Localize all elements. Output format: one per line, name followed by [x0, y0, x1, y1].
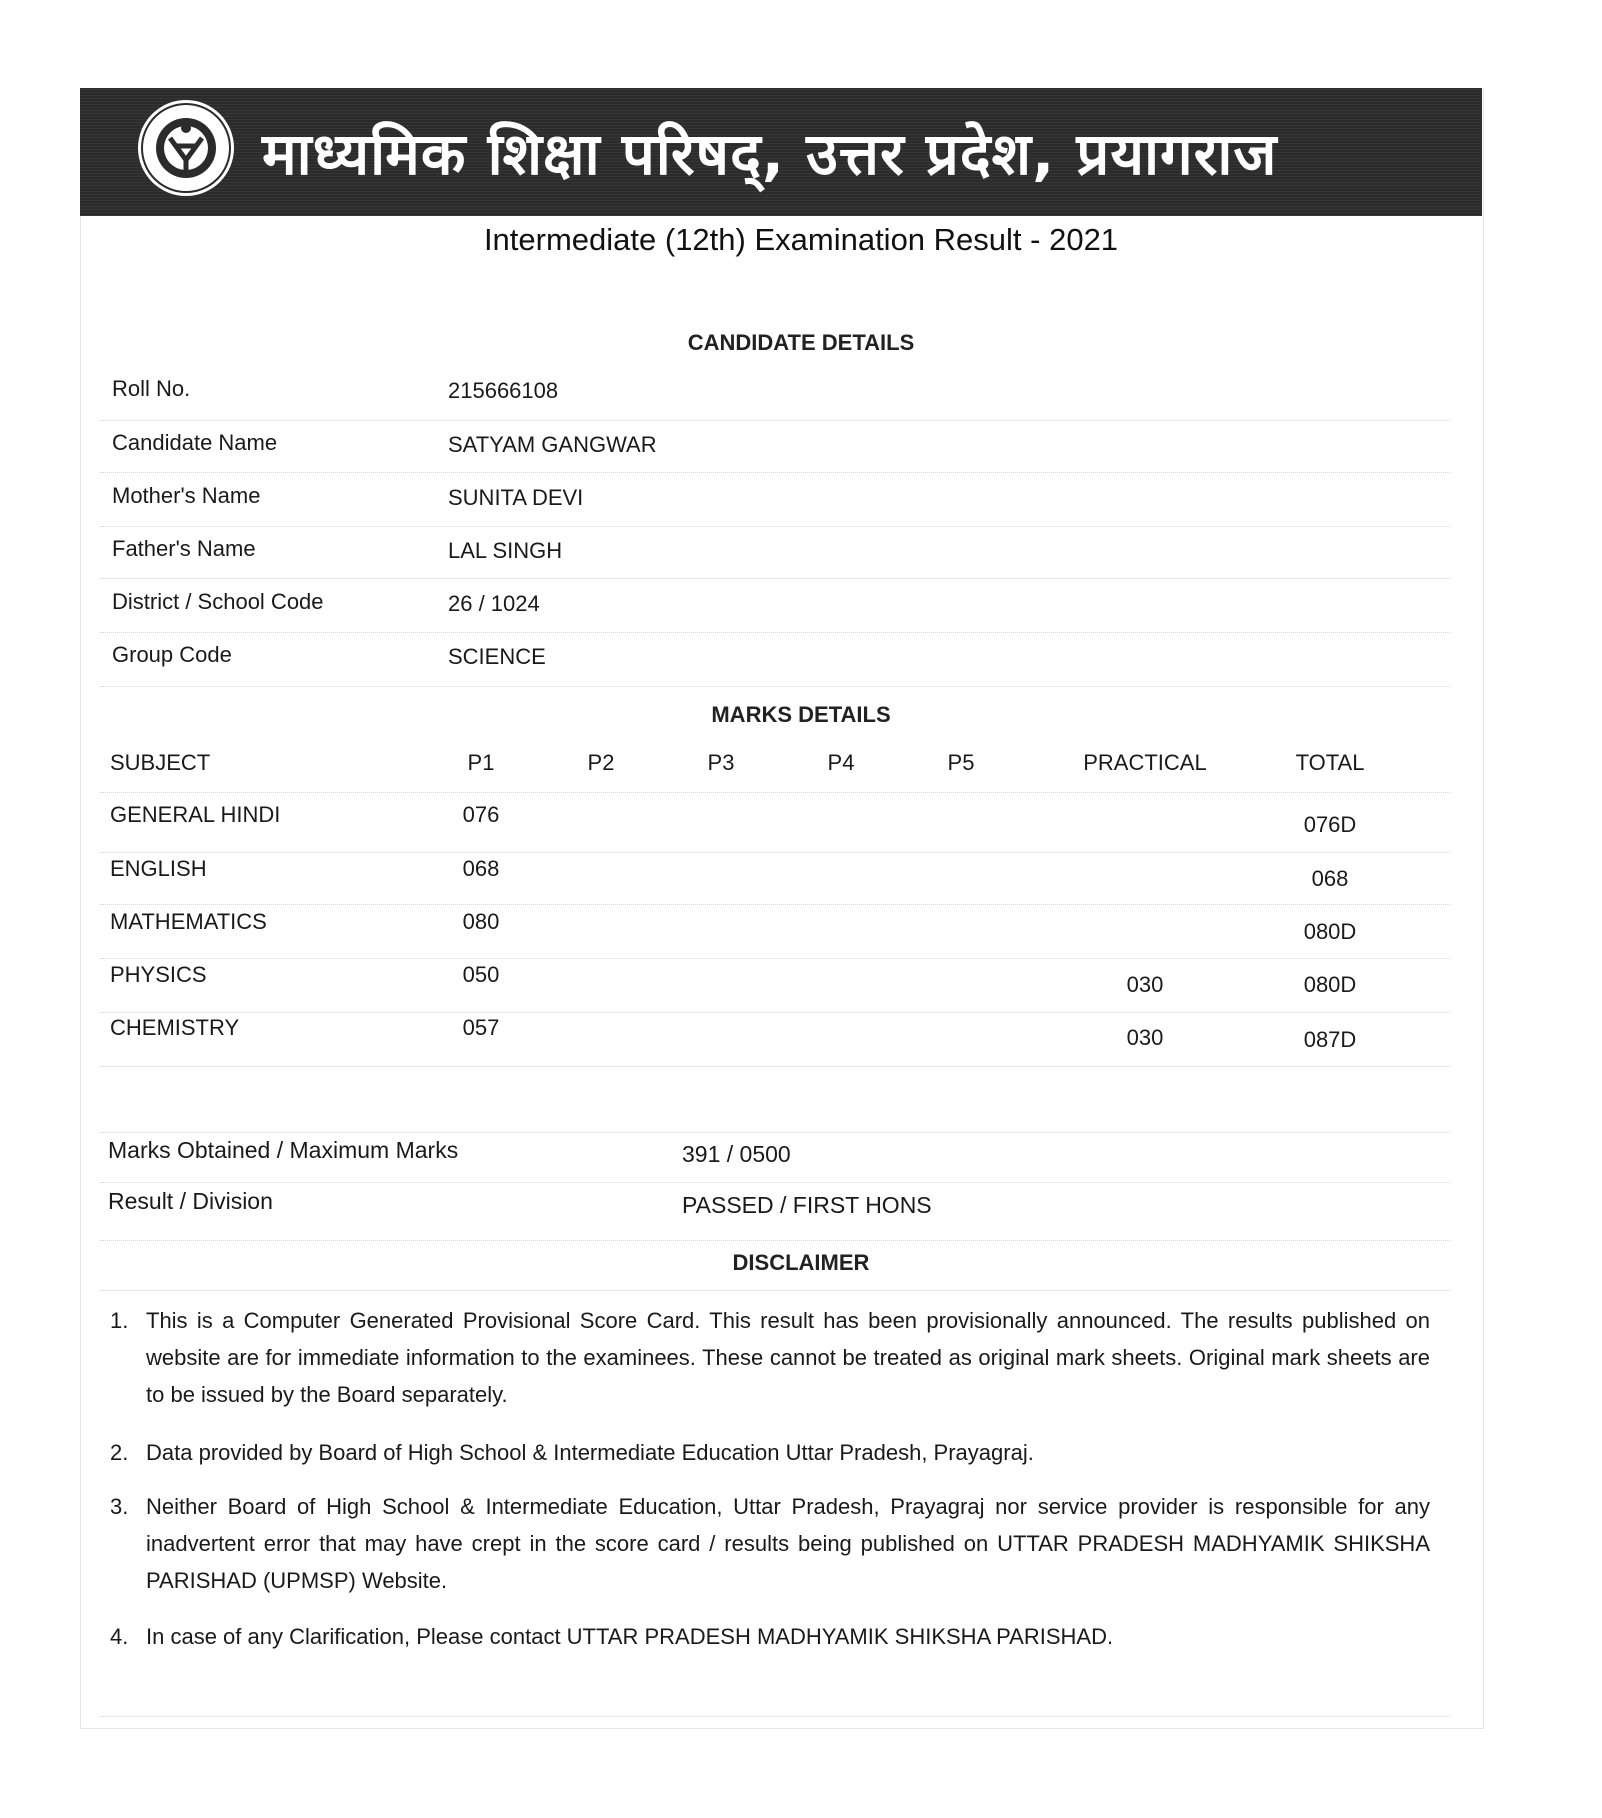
divider	[100, 1290, 1450, 1291]
total-cell: 080D	[1303, 919, 1357, 944]
col-p5: P5	[947, 750, 975, 775]
list-item	[110, 1434, 1430, 1471]
table-row	[110, 802, 1440, 842]
col-p2: P2	[587, 750, 615, 775]
subject-cell: PHYSICS	[110, 962, 207, 987]
candidate-row-roll	[112, 376, 1442, 416]
disclaimer-heading: DISCLAIMER	[732, 1250, 870, 1275]
item-text: This is a Computer Generated Provisional Score Card. This result has been provisionally announced. The results published on website are for immediate information to the examinees. These cannot be treated as original mark sheets. Original mark sheets are to be issued by the Board separately.	[146, 1308, 1430, 1407]
divider	[100, 958, 1450, 959]
table-row	[110, 962, 1440, 1002]
divider	[100, 420, 1450, 421]
group-value: SCIENCE	[448, 644, 546, 669]
divider	[100, 1132, 1450, 1133]
divider	[100, 1066, 1450, 1067]
subject-cell: GENERAL HINDI	[110, 802, 281, 827]
marks-obtained-value: 391 / 0500	[682, 1141, 791, 1167]
divider	[100, 852, 1450, 853]
list-item	[110, 1488, 1430, 1599]
item-number: 3.	[110, 1494, 129, 1519]
table-row	[110, 909, 1440, 949]
divider	[100, 1182, 1450, 1183]
total-cell: 076D	[1303, 812, 1357, 837]
p1-cell: 080	[462, 909, 500, 934]
p1-cell: 068	[462, 856, 500, 881]
candidate-row-mother	[112, 483, 1442, 523]
divider	[100, 1012, 1450, 1013]
district-label: District / School Code	[112, 589, 324, 614]
col-subject: SUBJECT	[110, 750, 211, 775]
divider	[100, 904, 1450, 905]
marks-header-row	[110, 750, 1440, 790]
practical-cell: 030	[1126, 1025, 1164, 1050]
board-banner	[80, 88, 1482, 216]
father-label: Father's Name	[112, 536, 256, 561]
candidate-row-father	[112, 536, 1442, 576]
subject-cell: MATHEMATICS	[110, 909, 267, 934]
table-row	[110, 856, 1440, 896]
board-title: माध्यमिक शिक्षा परिषद्, उत्तर प्रदेश, प्रयागराज	[262, 120, 1278, 188]
exam-title: Intermediate (12th) Examination Result - 2021	[483, 222, 1119, 257]
father-value: LAL SINGH	[448, 538, 563, 563]
divider	[100, 1716, 1450, 1717]
p1-cell: 076	[462, 802, 500, 827]
item-text: In case of any Clarification, Please contact UTTAR PRADESH MADHYAMIK SHIKSHA PARISHAD.	[146, 1624, 1114, 1649]
practical-cell: 030	[1126, 972, 1164, 997]
upmsp-emblem-icon	[136, 98, 236, 198]
candidate-row-group	[112, 642, 1442, 682]
divider	[100, 1240, 1450, 1241]
marks-obtained-row	[108, 1137, 1438, 1177]
item-number: 1.	[110, 1308, 129, 1333]
divider	[100, 686, 1450, 687]
item-number: 2.	[110, 1440, 129, 1465]
divider	[100, 526, 1450, 527]
list-item	[110, 1618, 1430, 1655]
subject-cell: ENGLISH	[110, 856, 207, 881]
p1-cell: 050	[462, 962, 500, 987]
candidate-row-name	[112, 430, 1442, 470]
divider	[100, 578, 1450, 579]
item-text: Data provided by Board of High School & Intermediate Education Uttar Pradesh, Prayagraj.	[146, 1440, 1034, 1465]
mother-value: SUNITA DEVI	[448, 485, 584, 510]
divider	[100, 792, 1450, 793]
result-division-row	[108, 1188, 1438, 1228]
roll-label: Roll No.	[112, 376, 191, 401]
list-item	[110, 1302, 1430, 1413]
divider	[100, 472, 1450, 473]
result-division-label: Result / Division	[108, 1188, 273, 1214]
table-row	[110, 1015, 1440, 1055]
p1-cell: 057	[462, 1015, 500, 1040]
divider	[100, 632, 1450, 633]
col-p3: P3	[707, 750, 735, 775]
total-cell: 087D	[1303, 1027, 1357, 1052]
group-label: Group Code	[112, 642, 232, 667]
mother-label: Mother's Name	[112, 483, 261, 508]
item-text: Neither Board of High School & Intermediate Education, Uttar Pradesh, Prayagraj nor service provider is responsible for any inadvertent error that may have crept in the score card / results being published on UTTAR PRADESH MADHYAMIK SHIKSHA PARISHAD (UPMSP) Website.	[146, 1494, 1430, 1593]
name-label: Candidate Name	[112, 430, 278, 455]
result-division-value: PASSED / FIRST HONS	[682, 1192, 932, 1218]
roll-value: 215666108	[448, 378, 559, 403]
col-practical: PRACTICAL	[1083, 750, 1207, 775]
col-total: TOTAL	[1295, 750, 1365, 775]
total-cell: 068	[1311, 866, 1349, 891]
marks-obtained-label: Marks Obtained / Maximum Marks	[108, 1137, 459, 1163]
name-value: SATYAM GANGWAR	[448, 432, 657, 457]
candidate-details-heading: CANDIDATE DETAILS	[687, 330, 915, 355]
total-cell: 080D	[1303, 972, 1357, 997]
subject-cell: CHEMISTRY	[110, 1015, 240, 1040]
item-number: 4.	[110, 1624, 129, 1649]
district-value: 26 / 1024	[448, 591, 540, 616]
marks-details-heading: MARKS DETAILS	[711, 702, 891, 727]
col-p4: P4	[827, 750, 855, 775]
col-p1: P1	[467, 750, 495, 775]
candidate-row-district	[112, 589, 1442, 629]
